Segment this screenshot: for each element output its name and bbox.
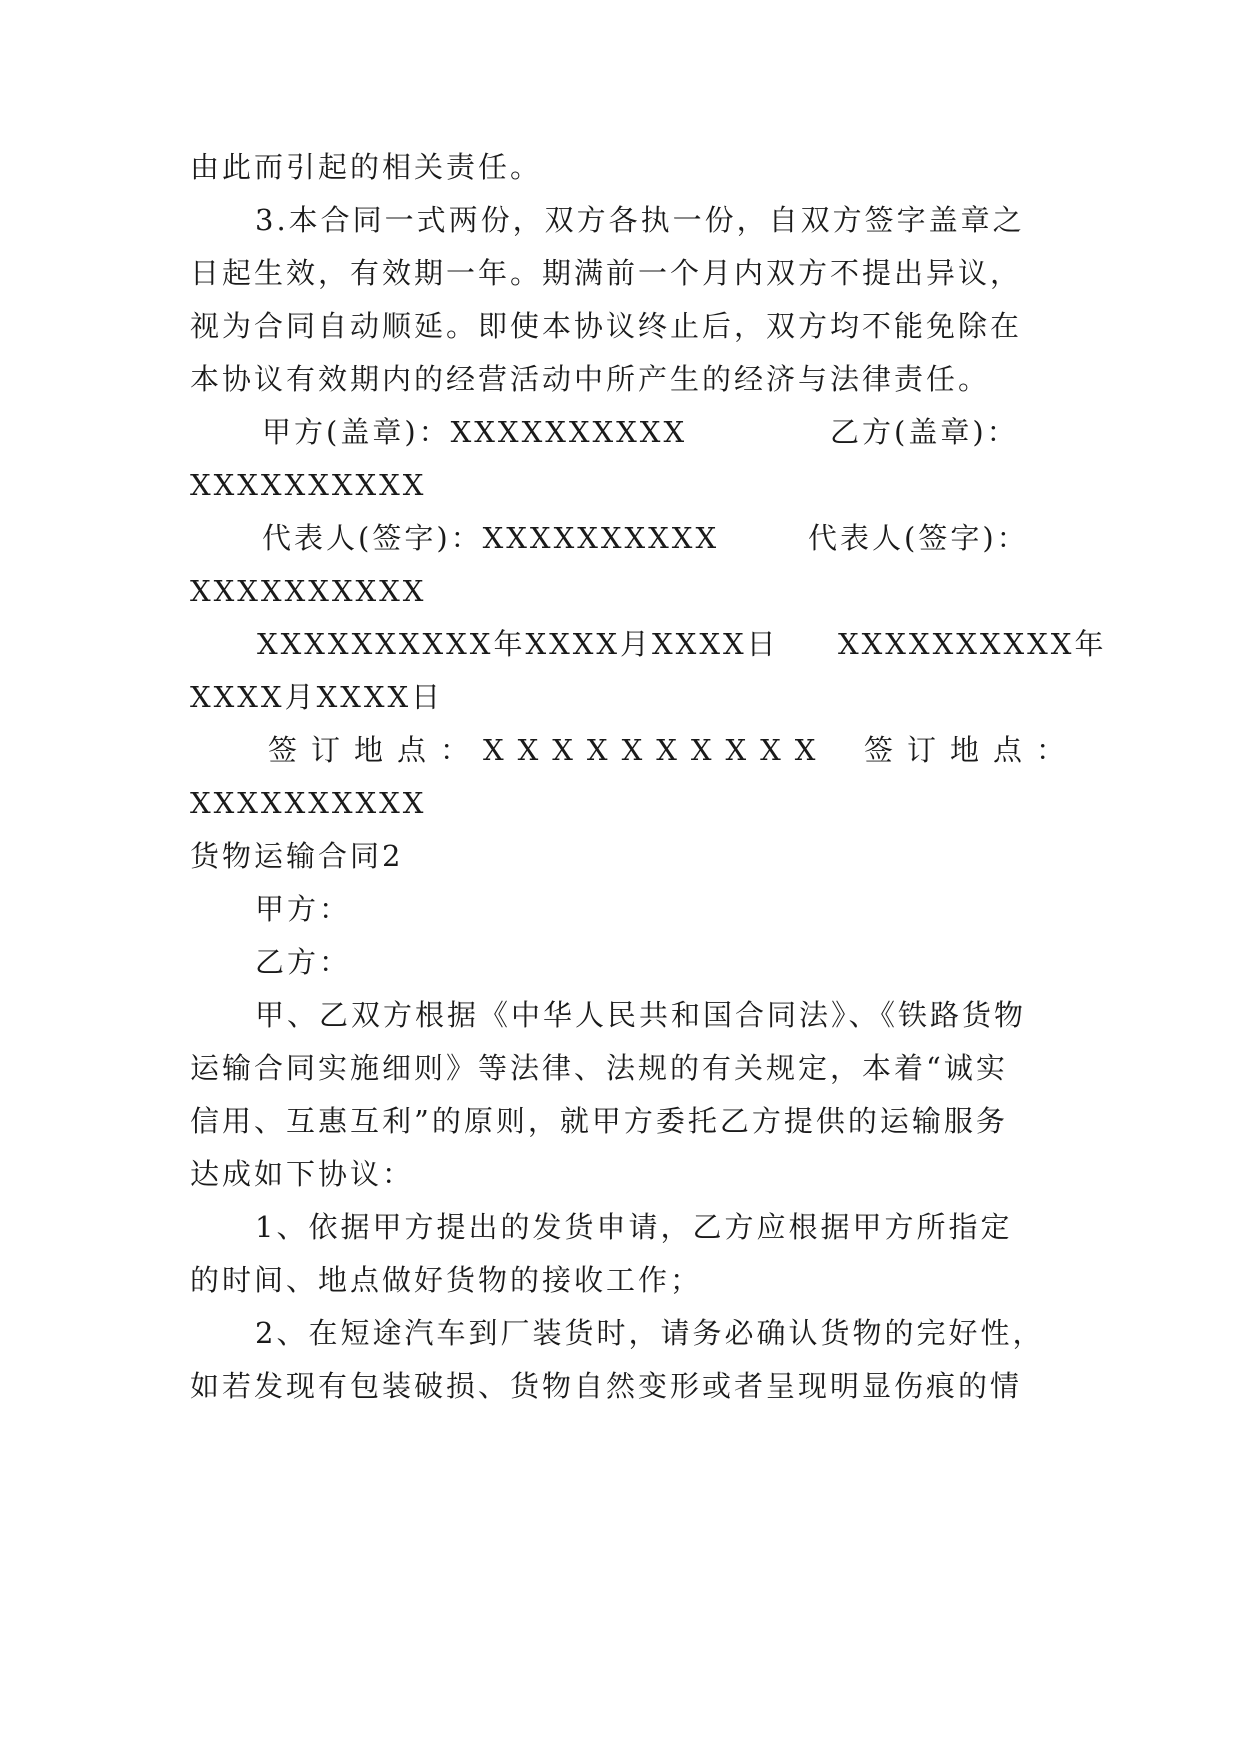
text-line: 由此而引起的相关责任。 xyxy=(190,150,543,184)
place-a: 签订地点：XXXXXXXXXX xyxy=(268,733,830,767)
place-b-value: XXXXXXXXXX xyxy=(190,786,427,820)
rep-b-sign: 代表人(签字)： xyxy=(808,521,1029,555)
party-b-label: 乙方： xyxy=(255,945,352,979)
date-a: XXXXXXXXXX年XXXX月XXXX日 xyxy=(257,627,779,661)
contract-2-title: 货物运输合同2 xyxy=(190,839,404,873)
clause-2-line: 2、在短途汽车到厂装货时，请务必确认货物的完好性， xyxy=(255,1316,1045,1350)
party-b-seal: 乙方(盖章)： xyxy=(830,415,1019,449)
clause-3-line: 3.本合同一式两份，双方各执一份，自双方签字盖章之 xyxy=(255,203,1025,237)
party-a-seal: 甲方(盖章)：XXXXXXXXXX xyxy=(262,415,688,449)
date-b-cont: XXXX月XXXX日 xyxy=(190,680,444,714)
text-line: 如若发现有包装破损、货物自然变形或者呈现明显伤痕的情 xyxy=(190,1369,1023,1403)
place-b: 签订地点： xyxy=(864,733,1080,767)
text-line: 的时间、地点做好货物的接收工作； xyxy=(190,1263,703,1297)
party-a-label: 甲方： xyxy=(255,892,352,926)
clause-1-line: 1、依据甲方提出的发货申请，乙方应根据甲方所指定 xyxy=(255,1210,1013,1244)
text-line: 本协议有效期内的经营活动中所产生的经济与法律责任。 xyxy=(190,362,991,396)
text-line: 日起生效，有效期一年。期满前一个月内双方不提出异议， xyxy=(190,256,1023,290)
rep-b-value: XXXXXXXXXX xyxy=(190,574,427,608)
party-b-seal-value: XXXXXXXXXX xyxy=(190,468,427,502)
text-line: 甲、乙双方根据《中华人民共和国合同法》、《铁路货物 xyxy=(255,998,1027,1032)
text-line: 视为合同自动顺延。即使本协议终止后，双方均不能免除在 xyxy=(190,309,1023,343)
text-line: 运输合同实施细则》等法律、法规的有关规定，本着“诚实 xyxy=(190,1051,1008,1085)
text-line: 达成如下协议： xyxy=(190,1157,415,1191)
date-b: XXXXXXXXXX年 xyxy=(838,627,1107,661)
text-line: 信用、互惠互利”的原则，就甲方委托乙方提供的运输服务 xyxy=(190,1104,1008,1138)
rep-a-sign: 代表人(签字)：XXXXXXXXXX xyxy=(262,521,720,555)
